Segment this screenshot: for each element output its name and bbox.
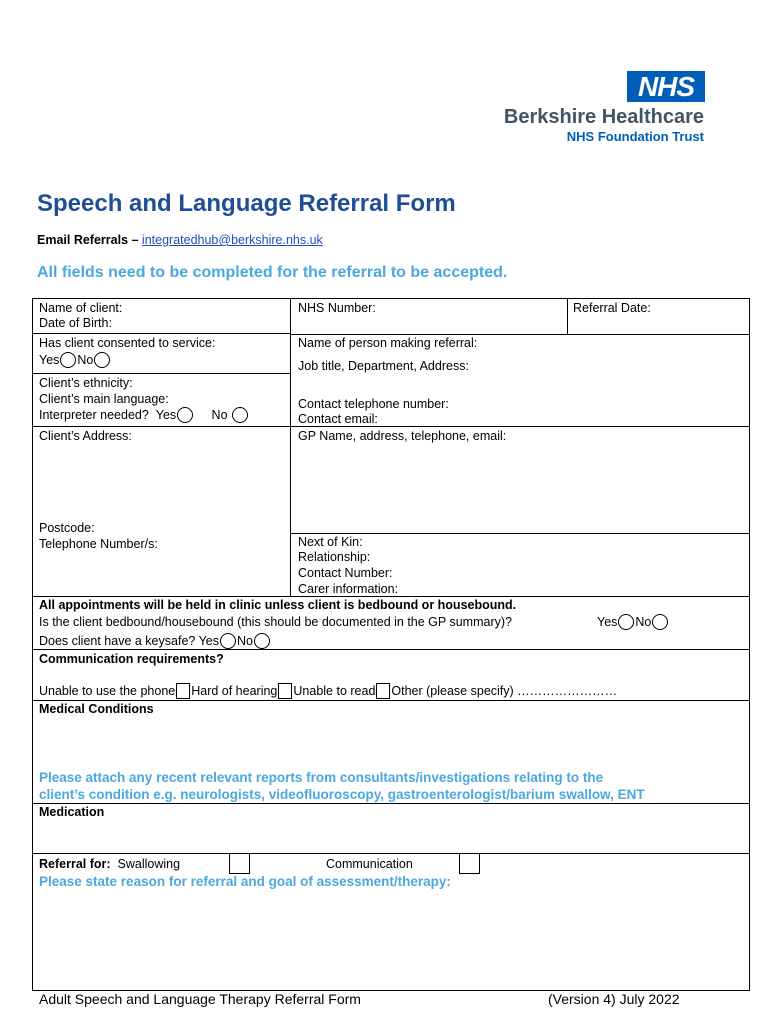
email-link[interactable]: integratedhub@berkshire.nhs.uk: [141, 233, 323, 247]
person-making-referral-label: Name of person making referral:: [298, 336, 478, 350]
contact-email-label: Contact email:: [298, 412, 378, 426]
medication-heading: Medication: [39, 805, 105, 819]
consent-no-label: No: [77, 353, 94, 367]
consent-options: [39, 352, 111, 368]
contact-number-label: Contact Number:: [298, 566, 393, 580]
phone-checkbox[interactable]: [176, 683, 190, 699]
communication-heading: Communication requirements?: [39, 652, 224, 666]
clients-address-label: Client’s Address:: [39, 429, 132, 443]
interpreter-yes-radio[interactable]: [177, 407, 193, 423]
footer-version: (Version 4) July 2022: [548, 991, 680, 1007]
appointments-heading: All appointments will be held in clinic unless client is bedbound or housebound.: [39, 598, 517, 612]
referral-date-label: Referral Date:: [573, 301, 651, 315]
nhs-number-label: NHS Number:: [298, 301, 376, 315]
job-title-label: Job title, Department, Address:: [298, 359, 469, 373]
bedbound-question: Is the client bedbound/housebound (this should be documented in the GP summary)?: [39, 615, 512, 629]
next-of-kin-label: Next of Kin:: [298, 535, 363, 549]
main-language-label: Client’s main language:: [39, 392, 169, 406]
date-of-birth-label: Date of Birth:: [39, 316, 112, 330]
keysafe-yes-label: Yes: [198, 634, 219, 648]
referral-for-label: Referral for:: [39, 857, 111, 871]
other-label: Other (please specify) ……………………: [391, 684, 618, 698]
keysafe-no-radio[interactable]: [254, 633, 270, 649]
bedbound-no-radio[interactable]: [652, 614, 668, 630]
reason-prompt: Please state reason for referral and goal of assessment/therapy:: [39, 874, 451, 889]
keysafe-question: Does client have a keysafe?: [39, 634, 196, 648]
hearing-checkbox[interactable]: [278, 683, 292, 699]
swallowing-label: Swallowing: [117, 857, 181, 871]
communication-referral-label: Communication: [326, 857, 413, 871]
bedbound-options: [597, 614, 669, 630]
read-label: Unable to read: [293, 684, 376, 698]
keysafe-no-label: No: [237, 634, 253, 648]
ethnicity-label: Client’s ethnicity:: [39, 376, 133, 390]
communication-options: [39, 683, 617, 699]
org-subtitle: NHS Foundation Trust: [566, 129, 704, 144]
consent-question: Has client consented to service:: [39, 336, 216, 350]
nhs-logo: NHS: [627, 71, 705, 102]
bedbound-yes-radio[interactable]: [618, 614, 634, 630]
phone-label: Unable to use the phone: [39, 684, 176, 698]
telephone-numbers-label: Telephone Number/s:: [39, 537, 158, 551]
email-referrals-line: [37, 233, 323, 247]
footer-form-name: Adult Speech and Language Therapy Referral Form: [39, 991, 361, 1007]
interpreter-no-radio[interactable]: [232, 407, 248, 423]
keysafe-row: [39, 633, 271, 649]
gp-details-label: GP Name, address, telephone, email:: [298, 429, 507, 443]
interpreter-no-label: No: [211, 408, 228, 422]
carer-information-label: Carer information:: [298, 582, 399, 596]
interpreter-needed-label: Interpreter needed?: [39, 408, 149, 422]
attach-note-line2: client’s condition e.g. neurologists, videofluoroscopy, gastroenterologist/barium swallow, ENT: [39, 787, 645, 802]
read-checkbox[interactable]: [376, 683, 390, 699]
keysafe-yes-radio[interactable]: [220, 633, 236, 649]
relationship-label: Relationship:: [298, 550, 371, 564]
contact-telephone-label: Contact telephone number:: [298, 397, 449, 411]
medical-conditions-heading: Medical Conditions: [39, 702, 154, 716]
bedbound-no-label: No: [635, 615, 652, 629]
interpreter-yes-label: Yes: [155, 408, 177, 422]
consent-yes-radio[interactable]: [60, 352, 76, 368]
org-name: Berkshire Healthcare: [503, 106, 704, 128]
hearing-label: Hard of hearing: [191, 684, 278, 698]
postcode-label: Postcode:: [39, 521, 95, 535]
consent-no-radio[interactable]: [94, 352, 110, 368]
email-label: Email Referrals –: [37, 233, 142, 247]
bedbound-yes-label: Yes: [597, 615, 618, 629]
attach-note-line1: Please attach any recent relevant reports from consultants/investigations relating to the: [39, 770, 604, 785]
communication-checkbox[interactable]: [459, 853, 480, 874]
form-title: Speech and Language Referral Form: [37, 190, 456, 217]
referral-for-row: [39, 856, 180, 872]
name-of-client-label: Name of client:: [39, 301, 123, 315]
all-fields-notice: All fields need to be completed for the referral to be accepted.: [37, 264, 508, 281]
consent-yes-label: Yes: [39, 353, 60, 367]
interpreter-row: [39, 407, 249, 423]
swallowing-checkbox[interactable]: [229, 853, 250, 874]
